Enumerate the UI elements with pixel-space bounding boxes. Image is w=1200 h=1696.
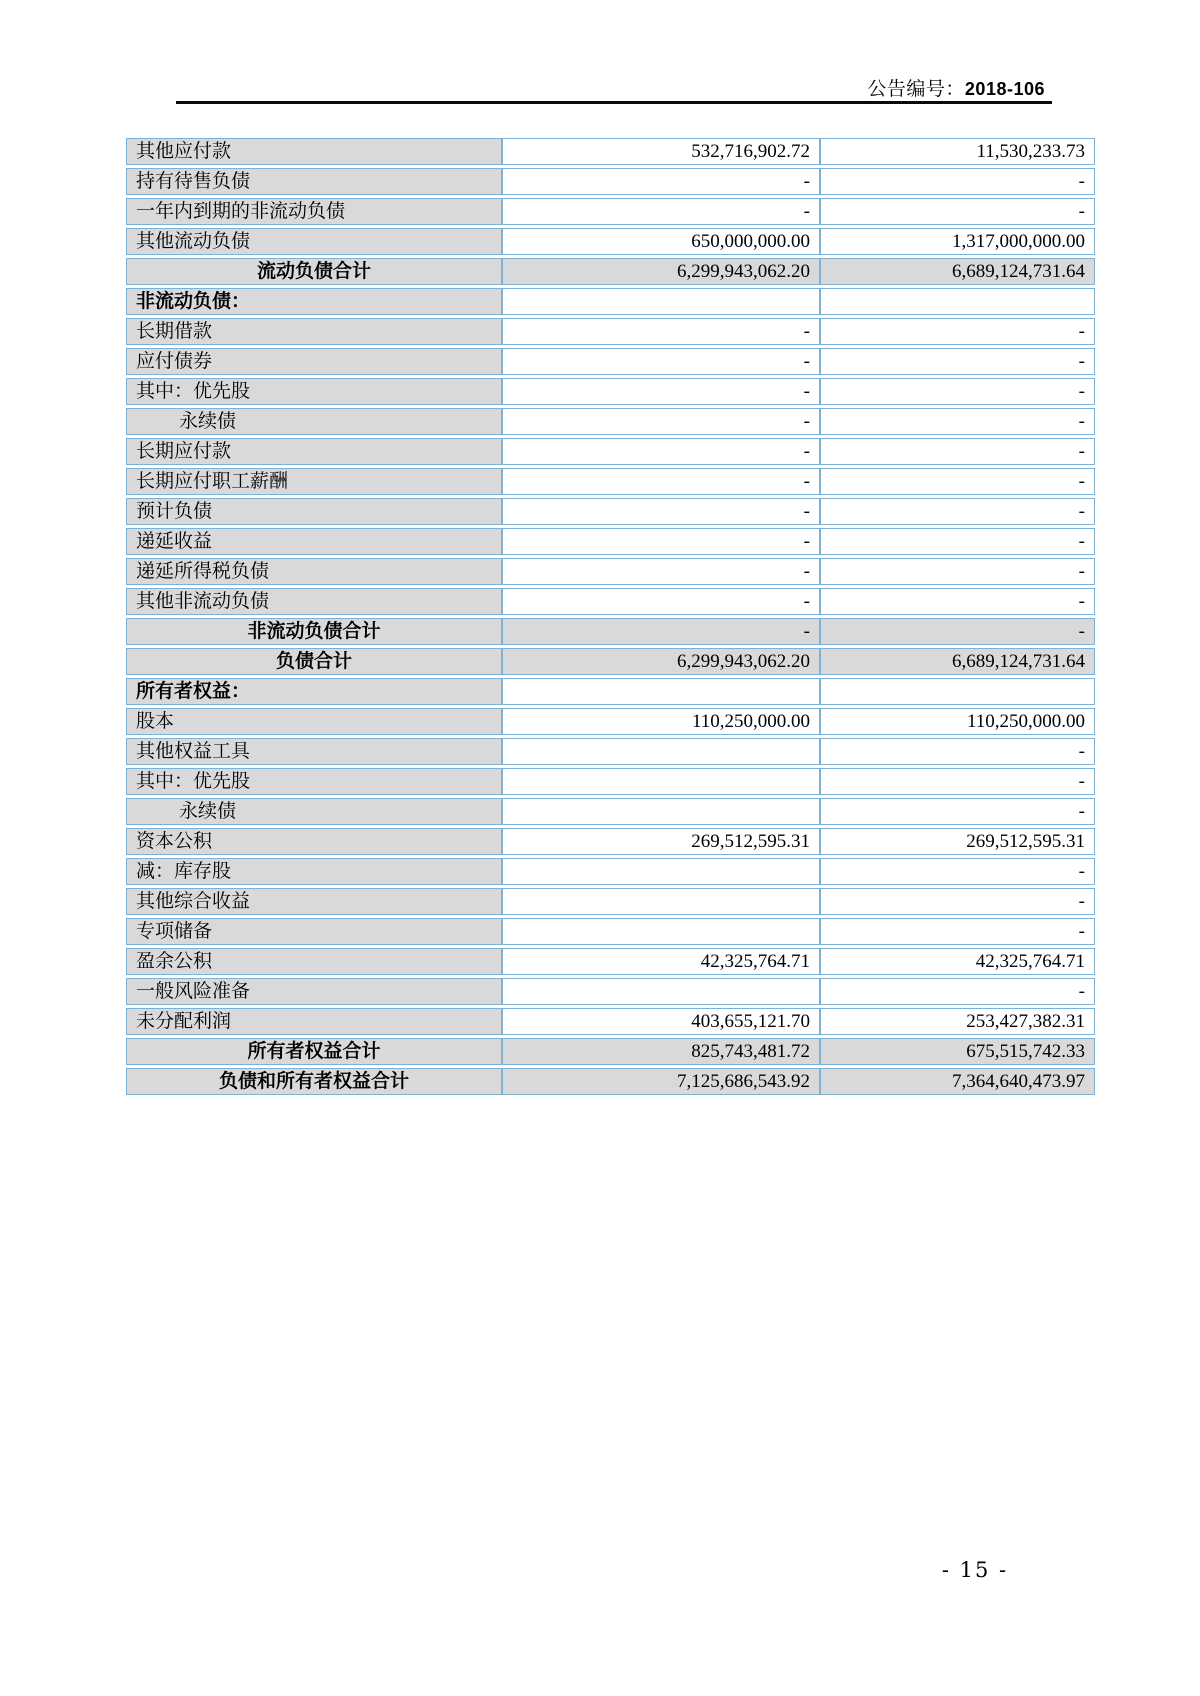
table-row xyxy=(126,198,1095,225)
value-prior-period: - xyxy=(820,918,1095,945)
table-row xyxy=(126,978,1095,1005)
value-current-period: - xyxy=(502,198,820,225)
table-row xyxy=(126,408,1095,435)
table-row xyxy=(126,498,1095,525)
row-label: 减：库存股 xyxy=(126,858,502,885)
row-label: 所有者权益： xyxy=(126,678,502,705)
value-current-period xyxy=(502,858,820,885)
value-prior-period: 11,530,233.73 xyxy=(820,138,1095,165)
value-current-period: 403,655,121.70 xyxy=(502,1008,820,1035)
value-current-period xyxy=(502,288,820,315)
table-row xyxy=(126,828,1095,855)
balance-sheet-table xyxy=(126,135,1095,1098)
value-current-period: 269,512,595.31 xyxy=(502,828,820,855)
row-label: 负债和所有者权益合计 xyxy=(126,1068,502,1095)
row-label: 未分配利润 xyxy=(126,1008,502,1035)
table-row xyxy=(126,678,1095,705)
value-current-period: 42,325,764.71 xyxy=(502,948,820,975)
row-label: 流动负债合计 xyxy=(126,258,502,285)
value-current-period: 6,299,943,062.20 xyxy=(502,648,820,675)
table-row xyxy=(126,288,1095,315)
table-row xyxy=(126,378,1095,405)
value-prior-period: - xyxy=(820,408,1095,435)
table-row xyxy=(126,738,1095,765)
value-current-period: 650,000,000.00 xyxy=(502,228,820,255)
value-current-period: - xyxy=(502,588,820,615)
table-row xyxy=(126,318,1095,345)
row-label: 其他应付款 xyxy=(126,138,502,165)
value-prior-period: 7,364,640,473.97 xyxy=(820,1068,1095,1095)
value-current-period xyxy=(502,768,820,795)
value-current-period xyxy=(502,888,820,915)
value-prior-period: - xyxy=(820,858,1095,885)
table-row xyxy=(126,138,1095,165)
value-prior-period: 269,512,595.31 xyxy=(820,828,1095,855)
table-row xyxy=(126,528,1095,555)
value-current-period xyxy=(502,678,820,705)
value-current-period: - xyxy=(502,468,820,495)
value-prior-period: 6,689,124,731.64 xyxy=(820,258,1095,285)
value-prior-period: - xyxy=(820,378,1095,405)
row-label: 其他流动负债 xyxy=(126,228,502,255)
table-row xyxy=(126,798,1095,825)
value-prior-period: - xyxy=(820,558,1095,585)
table-row xyxy=(126,888,1095,915)
value-prior-period: - xyxy=(820,588,1095,615)
value-prior-period xyxy=(820,288,1095,315)
value-current-period: - xyxy=(502,408,820,435)
value-prior-period: - xyxy=(820,468,1095,495)
value-current-period: - xyxy=(502,168,820,195)
value-prior-period xyxy=(820,678,1095,705)
table-row xyxy=(126,618,1095,645)
value-current-period xyxy=(502,798,820,825)
row-label: 应付债券 xyxy=(126,348,502,375)
value-prior-period: 6,689,124,731.64 xyxy=(820,648,1095,675)
table-row xyxy=(126,1038,1095,1065)
value-prior-period: - xyxy=(820,768,1095,795)
header-divider xyxy=(176,101,1052,104)
row-label: 盈余公积 xyxy=(126,948,502,975)
row-label: 其他权益工具 xyxy=(126,738,502,765)
value-prior-period: - xyxy=(820,618,1095,645)
table-row xyxy=(126,918,1095,945)
announcement-number-header xyxy=(645,74,1045,101)
value-current-period: - xyxy=(502,528,820,555)
row-label: 长期应付职工薪酬 xyxy=(126,468,502,495)
row-label: 专项储备 xyxy=(126,918,502,945)
value-current-period: - xyxy=(502,438,820,465)
table-row xyxy=(126,1008,1095,1035)
row-label: 负债合计 xyxy=(126,648,502,675)
value-current-period: - xyxy=(502,558,820,585)
value-prior-period: - xyxy=(820,168,1095,195)
row-label: 其他非流动负债 xyxy=(126,588,502,615)
value-current-period xyxy=(502,978,820,1005)
balance-sheet-body xyxy=(126,138,1095,1095)
row-label: 资本公积 xyxy=(126,828,502,855)
row-label: 递延收益 xyxy=(126,528,502,555)
table-row xyxy=(126,168,1095,195)
table-row xyxy=(126,1068,1095,1095)
table-row xyxy=(126,438,1095,465)
page-number: - 15 - xyxy=(941,1558,1009,1582)
announcement-number: 2018-106 xyxy=(964,79,1045,99)
row-label: 长期应付款 xyxy=(126,438,502,465)
value-prior-period: - xyxy=(820,738,1095,765)
row-label: 其中：优先股 xyxy=(126,378,502,405)
value-prior-period: 110,250,000.00 xyxy=(820,708,1095,735)
value-current-period: 7,125,686,543.92 xyxy=(502,1068,820,1095)
row-label: 永续债 xyxy=(126,798,502,825)
row-label: 一般风险准备 xyxy=(126,978,502,1005)
value-current-period xyxy=(502,738,820,765)
table-row xyxy=(126,228,1095,255)
row-label: 一年内到期的非流动负债 xyxy=(126,198,502,225)
table-row xyxy=(126,858,1095,885)
row-label: 股本 xyxy=(126,708,502,735)
row-label: 递延所得税负债 xyxy=(126,558,502,585)
announcement-label: 公告编号： xyxy=(867,79,965,100)
row-label: 持有待售负债 xyxy=(126,168,502,195)
value-current-period xyxy=(502,918,820,945)
table-row xyxy=(126,708,1095,735)
table-row xyxy=(126,768,1095,795)
row-label: 所有者权益合计 xyxy=(126,1038,502,1065)
value-current-period: 825,743,481.72 xyxy=(502,1038,820,1065)
table-row xyxy=(126,348,1095,375)
row-label: 其他综合收益 xyxy=(126,888,502,915)
value-prior-period: - xyxy=(820,888,1095,915)
value-prior-period: 42,325,764.71 xyxy=(820,948,1095,975)
value-prior-period: - xyxy=(820,198,1095,225)
table-row xyxy=(126,258,1095,285)
value-current-period: 532,716,902.72 xyxy=(502,138,820,165)
row-label: 非流动负债： xyxy=(126,288,502,315)
value-current-period: - xyxy=(502,378,820,405)
value-prior-period: - xyxy=(820,798,1095,825)
value-prior-period: 1,317,000,000.00 xyxy=(820,228,1095,255)
value-prior-period: - xyxy=(820,438,1095,465)
table-row xyxy=(126,558,1095,585)
value-prior-period: - xyxy=(820,978,1095,1005)
value-prior-period: - xyxy=(820,528,1095,555)
row-label: 预计负债 xyxy=(126,498,502,525)
value-prior-period: 675,515,742.33 xyxy=(820,1038,1095,1065)
value-current-period: - xyxy=(502,618,820,645)
row-label: 非流动负债合计 xyxy=(126,618,502,645)
table-row xyxy=(126,648,1095,675)
value-current-period: 110,250,000.00 xyxy=(502,708,820,735)
value-prior-period: - xyxy=(820,348,1095,375)
value-prior-period: 253,427,382.31 xyxy=(820,1008,1095,1035)
table-row xyxy=(126,588,1095,615)
value-current-period: - xyxy=(502,498,820,525)
row-label: 永续债 xyxy=(126,408,502,435)
table-row xyxy=(126,948,1095,975)
row-label: 长期借款 xyxy=(126,318,502,345)
value-prior-period: - xyxy=(820,498,1095,525)
value-prior-period: - xyxy=(820,318,1095,345)
table-row xyxy=(126,468,1095,495)
row-label: 其中：优先股 xyxy=(126,768,502,795)
value-current-period: - xyxy=(502,318,820,345)
value-current-period: - xyxy=(502,348,820,375)
value-current-period: 6,299,943,062.20 xyxy=(502,258,820,285)
